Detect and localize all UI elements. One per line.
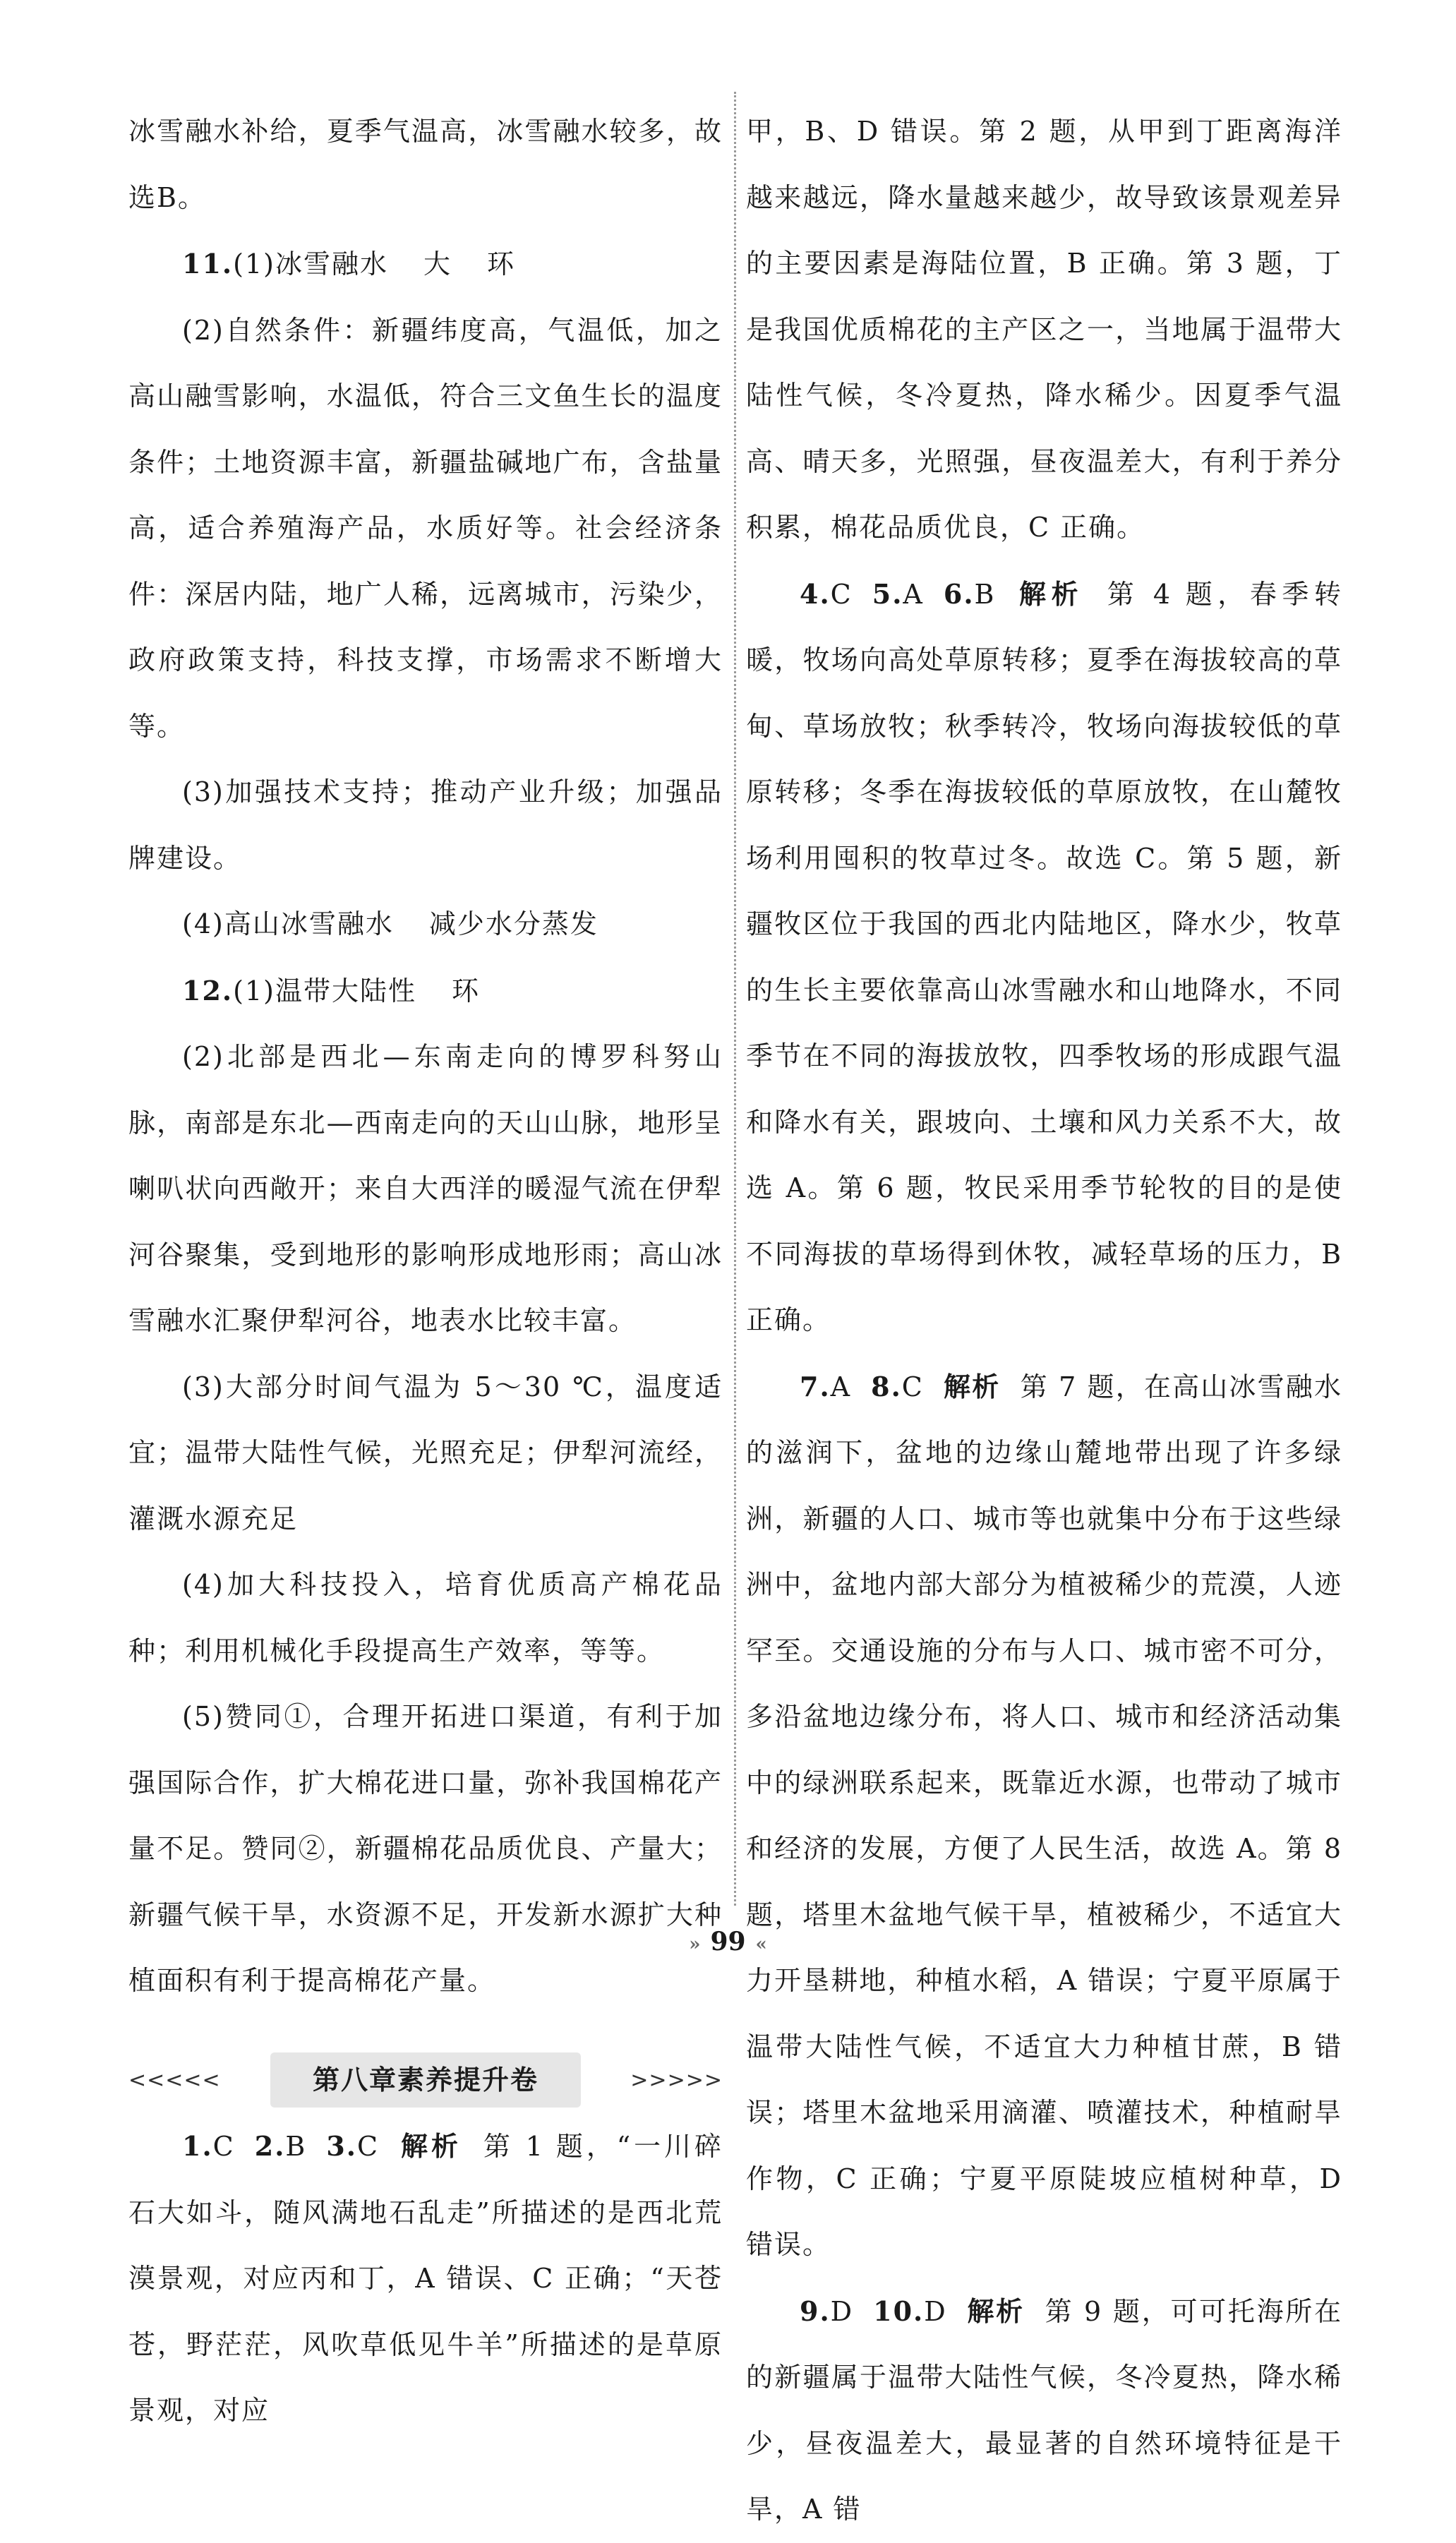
question-number: 10. [873,2295,925,2327]
analysis-label: 解析 [943,1371,1001,1402]
question-number: 8. [871,1370,902,1402]
analysis-label: 解析 [1015,578,1084,610]
answer-choice: D [830,2295,854,2327]
answer-choice: C [830,578,853,610]
answer-text: 大 [423,248,452,279]
question-number: 7. [800,1370,831,1402]
question-number: 11. [182,248,234,279]
section-banner [128,2048,723,2114]
answer-choice: C [901,1371,924,1402]
paragraph: 甲，B、D 错误。第 2 题，从甲到丁距离海洋越来越远，降水量越来越少，故导致该景观差异的主要因素是海陆位置，B 正确。第 3 题，丁是我国优质棉花的主产区之一，当地属于温带大陆性气候，冬冷夏热，降水稀少。因夏季气温高、晴天多，光照强，昼夜温差大，有利于养分积累，棉花品质优良，C 正确。 [746,116,1342,543]
answer-choice: A [830,1371,852,1402]
answers-9-10 [746,2278,1342,2543]
answer-choice: C [212,2131,235,2162]
answers-1-3 [128,2113,723,2444]
section-title: 第八章素养提升卷 [270,2052,581,2108]
answer-text: 减少水分蒸发 [428,908,598,939]
analysis-text: 第 7 题，在高山冰雪融水的滋润下，盆地的边缘山麓地带出现了许多绿洲，新疆的人口、城市等也就集中分布于这些绿洲中，盆地内部大部分为植被稀少的荒漠，人迹罕至。交通设施的分布与人口、城市密不可分，多沿盆地边缘分布，将人口、城市和经济活动集中的绿洲联系起来，既靠近水源，也带动了城市和经济的发展，方便了人民生活，故选 A。第 8 题，塔里木盆地气候干旱，植被稀少，不适宜大力开垦耕地，种植水稻，A 错误；宁夏平原属于温带大陆性气候，不适宜大力种植甘蔗，B 错误；塔里木盆地采用滴灌、喷灌技术，种植耐旱作物，C 正确；宁夏平原陡坡应植树种草，D 错误。 [746,1371,1342,2260]
page-number: 99 [710,1927,746,1956]
q12-part5: (5)赞同①，合理开拓进口渠道，有利于加强国际合作，扩大棉花进口量，弥补我国棉花产量不足。赞同②，新疆棉花品质优良、产量大；新疆气候干旱，水资源不足，开发新水源扩大种植面积有利于提高棉花产量。 [128,1701,723,1996]
q11-part2: (2)自然条件：新疆纬度高，气温低，加之高山融雪影响，水温低，符合三文鱼生长的温度条件；土地资源丰富，新疆盐碱地广布，含盐量高，适合养殖海产品，水质好等。社会经济条件：深居内陆，地广人稀，远离城市，污染少，政府政策支持，科技支撑，市场需求不断增大等。 [128,314,723,742]
analysis-label: 解析 [399,2131,462,2162]
banner-arrow-right: >>>>> [630,2067,723,2093]
answers-7-8 [746,1354,1342,2278]
answer-text: (1)冰雪融水 [233,248,388,279]
paragraph: 冰雪融水补给，夏季气温高，冰雪融水较多，故选B。 [128,116,723,213]
q11-part1 [128,231,723,298]
column-divider [734,92,736,1906]
question-number: 12. [182,974,234,1006]
answers-4-6 [746,561,1342,1354]
question-number: 5. [872,577,903,610]
analysis-label: 解析 [966,2295,1025,2327]
q12-part4: (4)加大科技投入，培育优质高产棉花品种；利用机械化手段提高生产效率，等等。 [128,1569,723,1666]
answer-text: (4)高山冰雪融水 [182,908,394,939]
q12-part3: (3)大部分时间气温为 5～30 ℃，温度适宜；温带大陆性气候，光照充足；伊犁河流经，灌溉水源充足 [128,1371,723,1534]
page-footer [0,1927,1456,1956]
answer-text: 环 [486,248,515,279]
analysis-text: 第 1 题，“一川碎石大如斗，随风满地石乱走”所描述的是西北荒漠景观，对应丙和丁，A 错误、C 正确；“天苍苍，野茫茫，风吹草低见牛羊”所描述的是草原景观，对应 [128,2131,723,2426]
question-number: 4. [800,577,831,610]
question-number: 2. [254,2130,286,2162]
question-number: 9. [800,2295,831,2327]
left-column [128,99,723,2444]
chevron-right-icon: » [689,1934,701,1955]
chevron-left-icon: « [755,1934,767,1955]
answer-choice: B [974,578,996,610]
answer-choice: B [285,2131,307,2162]
question-number: 1. [182,2130,213,2162]
answer-choice: D [924,2295,947,2327]
analysis-text: 第 9 题，可可托海所在的新疆属于温带大陆性气候，冬冷夏热，降水稀少，昼夜温差大，最显著的自然环境特征是干旱，A 错 [746,2295,1342,2525]
right-column [746,99,1342,2543]
analysis-text: 第 4 题，春季转暖，牧场向高处草原转移；夏季在海拔较高的草甸、草场放牧；秋季转冷，牧场向海拔较低的草原转移；冬季在海拔较低的草原放牧，在山麓牧场利用囤积的牧草过冬。故选 C。第 5 题，新疆牧区位于我国的西北内陆地区，降水少，牧草的生长主要依靠高山冰雪融水和山地降水，不同季节在不同的海拔放牧，四季牧场的形成跟气温和降水有关，跟坡向、土壤和风力关系不大，故选 A。第 6 题，牧民采用季节轮牧的目的是使不同海拔的草场得到休牧，减轻草场的压力，B 正确。 [746,578,1342,1335]
answer-choice: C [357,2131,380,2162]
banner-arrow-left: <<<<< [128,2067,221,2093]
answer-text: (1)温带大陆性 [233,975,416,1006]
q11-part3: (3)加强技术支持；推动产业升级；加强品牌建设。 [128,776,723,874]
q12-part2: (2)北部是西北—东南走向的博罗科努山脉，南部是东北—西南走向的天山山脉，地形呈喇叭状向西敞开；来自大西洋的暖湿气流在伊犁河谷聚集，受到地形的影响形成地形雨；高山冰雪融水汇聚伊犁河谷，地表水比较丰富。 [128,1041,723,1336]
q11-part4 [128,891,723,958]
question-number: 6. [943,577,975,610]
question-number: 3. [326,2130,358,2162]
q12-part1 [128,958,723,1025]
answer-text: 环 [451,975,480,1006]
answer-choice: A [903,578,924,610]
